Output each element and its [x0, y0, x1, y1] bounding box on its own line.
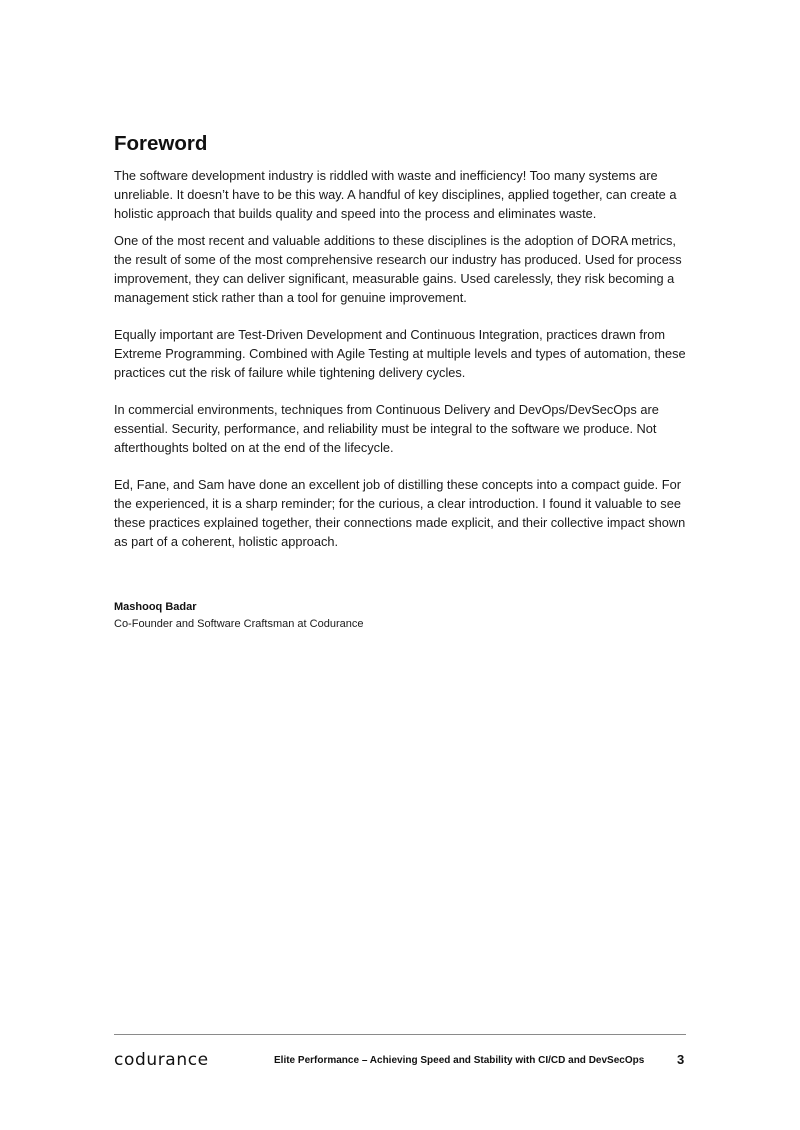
paragraph-3: Equally important are Test-Driven Development and Continuous Integration, practices drawn from Extreme Programming. Combined with Agile Testing at multiple levels and types of automation, these practices cut the risk of failure while tightening delivery cycles.	[114, 327, 686, 380]
paragraph-1: The software development industry is riddled with waste and inefficiency! Too many systems are unreliable. It doesn’t have to be this way. A handful of key disciplines, applied together, can create a holistic approach that builds quality and speed into the process and eliminates waste.	[114, 168, 677, 221]
page-title: Foreword	[114, 132, 208, 155]
foreword-section	[114, 130, 694, 551]
logo-wordmark: codurance	[114, 1050, 209, 1070]
page-number: 3	[677, 1052, 685, 1067]
signature-role: Co-Founder and Software Craftsman at Codurance	[114, 618, 364, 630]
paragraph-5: Ed, Fane, and Sam have done an excellent job of distilling these concepts into a compact guide. For the experienced, it is a sharp reminder; for the curious, a clear introduction. I found it valuable to see these practices explained together, their connections made explicit, and their collective impact shown as part of a coherent, holistic approach.	[114, 477, 686, 549]
footer-divider	[114, 1034, 686, 1035]
codurance-logo	[114, 1049, 209, 1071]
footer-publication-title: Elite Performance – Achieving Speed and Stability with CI/CD and DevSecOps	[274, 1055, 645, 1066]
paragraph-2: One of the most recent and valuable additions to these disciplines is the adoption of DORA metrics, the result of some of the most comprehensive research our industry has produced. Used for process improvement, they can deliver significant, measurable gains. Used carelessly, they risk becoming a management stick rather than a tool for genuine improvement.	[114, 233, 682, 305]
signature-name: Mashooq Badar	[114, 601, 197, 613]
paragraph-4: In commercial environments, techniques from Continuous Delivery and DevOps/DevSecOps are essential. Security, performance, and reliability must be integral to the software we produce. Not afterthoughts bolted on at the end of the lifecycle.	[114, 402, 659, 455]
